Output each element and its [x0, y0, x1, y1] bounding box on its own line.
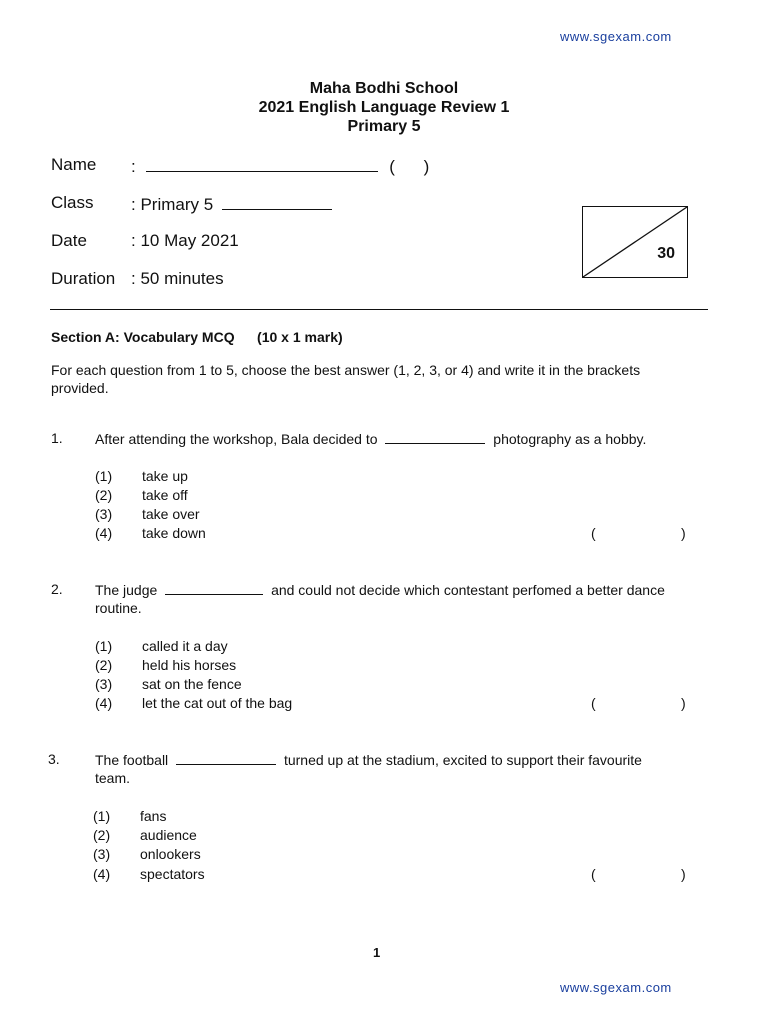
- name-separator: :: [131, 157, 136, 176]
- score-diagonal: [583, 207, 687, 277]
- question-3-text: [95, 751, 642, 768]
- option-number: (3): [95, 676, 113, 692]
- question-2-answer-bracket[interactable]: [591, 695, 691, 711]
- class-field[interactable]: [131, 193, 332, 215]
- question-2-blank: [165, 581, 263, 595]
- date-value: : 10 May 2021: [131, 231, 239, 250]
- section-title: Section A: Vocabulary MCQ: [51, 329, 235, 345]
- question-2-number: 2.: [51, 581, 63, 597]
- name-blank[interactable]: [146, 155, 378, 172]
- option-number: (4): [93, 866, 111, 882]
- option-text: held his horses: [142, 657, 237, 673]
- question-3-options: [93, 808, 293, 886]
- class-label: Class: [51, 193, 94, 212]
- question-3-answer-bracket[interactable]: [591, 866, 691, 882]
- question-1-text: [95, 430, 646, 447]
- score-box[interactable]: [582, 206, 688, 278]
- option-text: fans: [140, 808, 167, 824]
- option-number: (2): [95, 657, 113, 673]
- question-3-part-2: turned up at the stadium, excited to support their favourite: [283, 752, 642, 768]
- duration-value: : 50 minutes: [131, 269, 224, 288]
- header-divider: [50, 309, 708, 310]
- question-1-part-1: After attending the workshop, Bala decided to: [95, 431, 378, 447]
- index-bracket-close: ): [423, 157, 430, 176]
- option-text: take down: [142, 525, 206, 541]
- option-number: (2): [93, 827, 111, 843]
- question-3-blank: [176, 751, 276, 765]
- name-label: Name: [51, 155, 97, 174]
- option-number: (1): [95, 638, 113, 654]
- instruction-line-2: provided.: [51, 380, 109, 396]
- class-value: : Primary 5: [131, 195, 214, 214]
- question-1-number: 1.: [51, 430, 63, 446]
- page-number: 1: [373, 945, 381, 960]
- option-text: sat on the fence: [142, 676, 242, 692]
- question-3-line-2: team.: [95, 770, 131, 786]
- instruction-line-1: For each question from 1 to 5, choose the best answer (1, 2, 3, or 4) and write it in the brackets: [51, 362, 641, 378]
- question-1-answer-bracket[interactable]: [591, 525, 691, 541]
- option-number: (3): [95, 506, 113, 522]
- question-1-blank: [385, 430, 485, 444]
- option-text: take up: [142, 468, 188, 484]
- bracket-open: (: [591, 525, 596, 541]
- class-blank[interactable]: [222, 193, 332, 210]
- question-2-options: [95, 638, 355, 714]
- bracket-close: ): [681, 866, 686, 882]
- bracket-open: (: [591, 695, 596, 711]
- question-3-number: 3.: [48, 751, 60, 767]
- bracket-close: ): [681, 695, 686, 711]
- option-number: (4): [95, 695, 113, 711]
- website-link-top[interactable]: www.sgexam.com: [560, 29, 672, 44]
- option-text: spectators: [140, 866, 205, 882]
- question-2-part-1: The judge: [95, 582, 158, 598]
- score-total: 30: [657, 245, 675, 262]
- index-bracket-open: (: [389, 157, 395, 176]
- question-2-part-2: and could not decide which contestant perfomed a better dance: [271, 582, 665, 598]
- option-number: (3): [93, 846, 111, 862]
- option-text: called it a day: [142, 638, 228, 654]
- option-text: take over: [142, 506, 200, 522]
- option-text: onlookers: [140, 846, 201, 862]
- duration-label: Duration: [51, 269, 116, 288]
- question-1-part-2: photography as a hobby.: [493, 431, 647, 447]
- option-number: (2): [95, 487, 113, 503]
- option-number: (1): [95, 468, 113, 484]
- option-number: (1): [93, 808, 111, 824]
- bracket-close: ): [681, 525, 686, 541]
- option-text: take off: [142, 487, 188, 503]
- level-title: Primary 5: [347, 118, 421, 135]
- question-2-line-2: routine.: [95, 600, 142, 616]
- date-label: Date: [51, 231, 87, 250]
- question-1-options: [95, 468, 295, 544]
- school-name: Maha Bodhi School: [309, 80, 459, 97]
- section-marks: (10 x 1 mark): [257, 329, 343, 345]
- website-link-bottom[interactable]: www.sgexam.com: [560, 980, 672, 995]
- question-3-part-1: The football: [95, 752, 169, 768]
- question-2-text: [95, 581, 665, 598]
- name-field[interactable]: [131, 155, 429, 177]
- paper-title: 2021 English Language Review 1: [258, 99, 510, 116]
- option-text: let the cat out of the bag: [142, 695, 293, 711]
- option-number: (4): [95, 525, 113, 541]
- bracket-open: (: [591, 866, 596, 882]
- section-heading: [51, 329, 343, 347]
- option-text: audience: [140, 827, 197, 843]
